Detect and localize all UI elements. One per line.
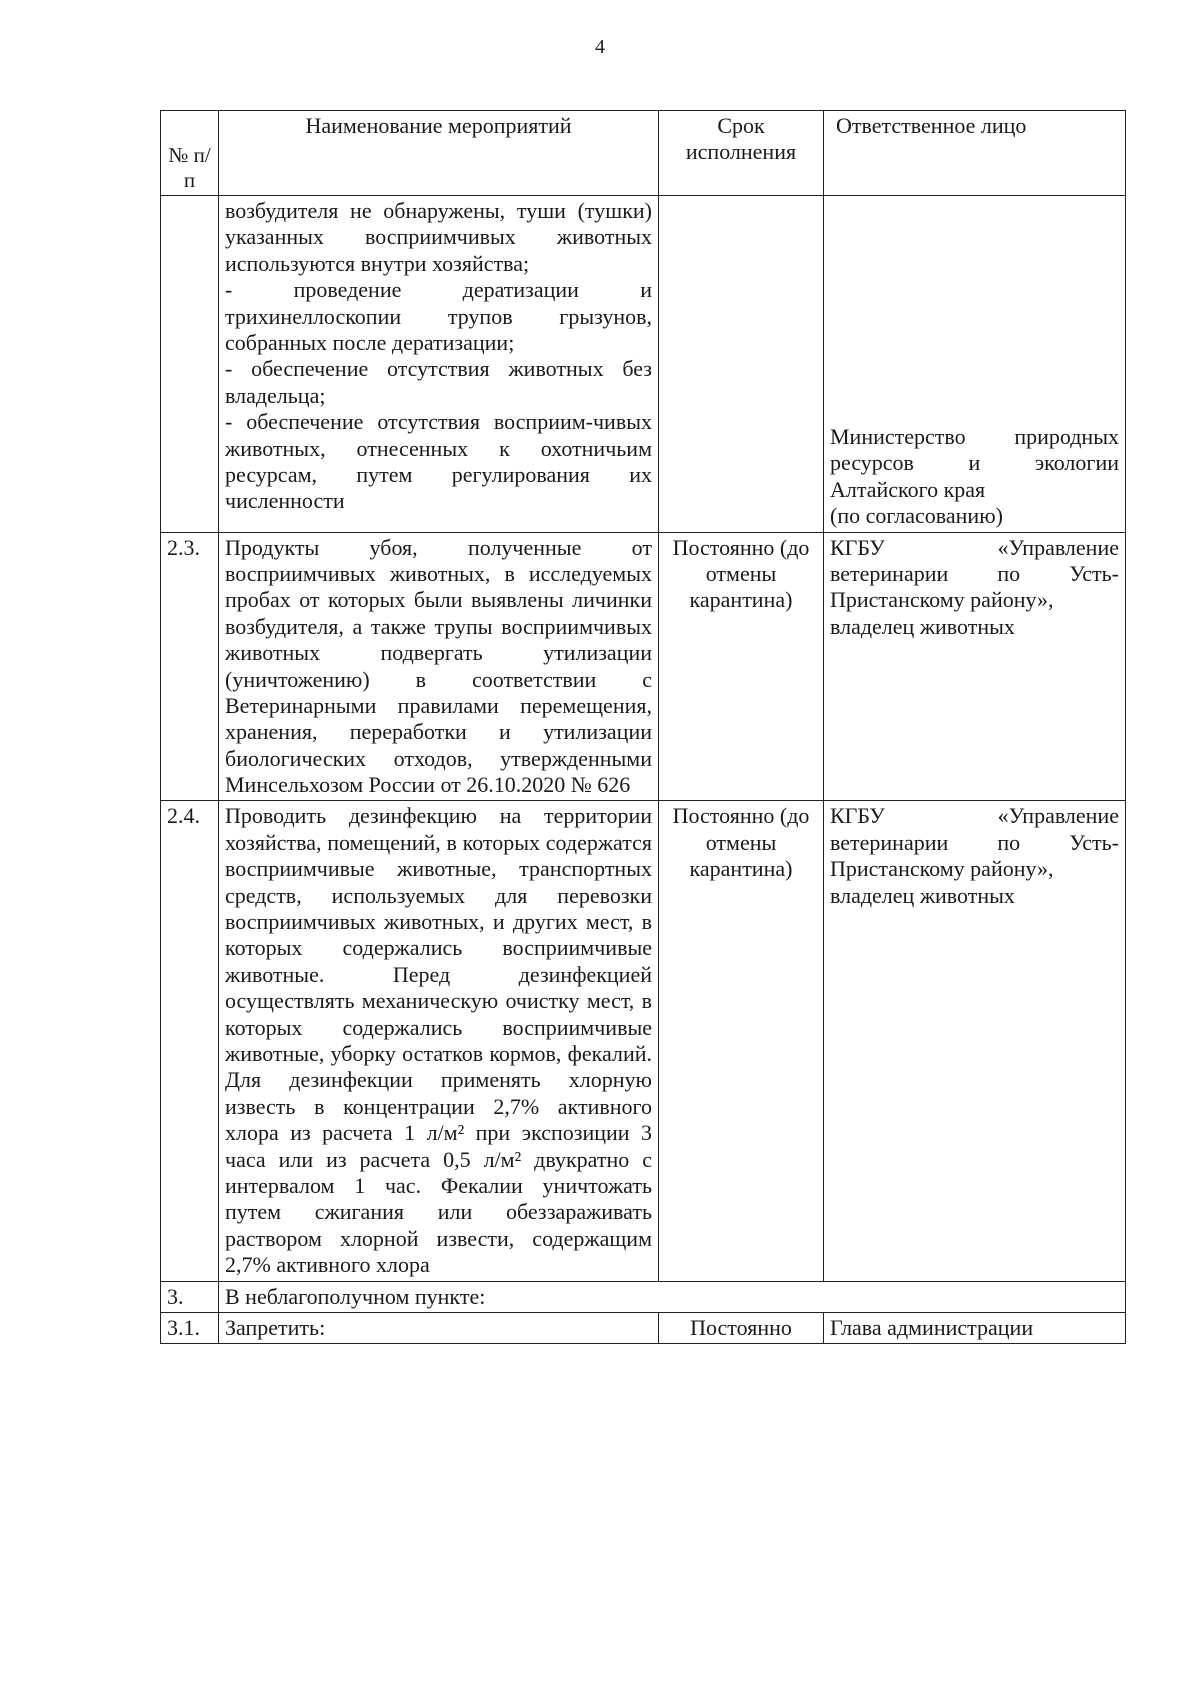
row-activity-text-content: возбудителя не обнаружены, туши (тушки) указанных восприимчивых животных используются внутри хозяйства; - проведение дератизации и трихинеллоскопии трупов грызунов, собранных после дератизации; - обеспечение отсутствия животных без владельца; - обеспечение отсутствия восприим-чивых животных, отнесенных к охотничьим ресурсам, путем регулирования их численности — [225, 198, 652, 514]
row-responsible: КГБУ «Управление ветеринарии по Усть-Пристанскому району», владелец животных — [824, 532, 1126, 801]
table-row — [161, 1312, 1126, 1343]
table-row — [161, 801, 1126, 1281]
row-number — [161, 196, 219, 533]
row-deadline: Постоянно (до отмены карантина) — [659, 801, 824, 1281]
row-responsible: Глава администрации — [824, 1312, 1126, 1343]
row-deadline — [659, 196, 824, 533]
page-number: 4 — [595, 36, 605, 58]
row-number: 2.4. — [161, 801, 219, 1281]
table-row — [161, 1281, 1126, 1312]
row-number: 2.3. — [161, 532, 219, 801]
row-deadline: Постоянно — [659, 1312, 824, 1343]
table-header-row — [161, 111, 1126, 196]
row-responsible: КГБУ «Управление ветеринарии по Усть-Пристанскому району», владелец животных — [824, 801, 1126, 1281]
table-row — [161, 196, 1126, 533]
row-responsible: Министерство природных ресурсов и экологии Алтайского края (по согласованию) — [824, 196, 1126, 533]
row-activity-text — [219, 196, 659, 533]
header-deadline: Срок исполнения — [659, 111, 824, 196]
row-number: 3.1. — [161, 1312, 219, 1343]
row-activity-text: Запретить: — [219, 1312, 659, 1343]
header-activity-name: Наименование мероприятий — [219, 111, 659, 196]
header-responsible: Ответственное лицо — [824, 111, 1126, 196]
table-row — [161, 532, 1126, 801]
activities-table — [160, 110, 1126, 1344]
row-deadline: Постоянно (до отмены карантина) — [659, 532, 824, 801]
row-activity-text: Проводить дезинфекцию на территории хозяйства, помещений, в которых содержатся восприимчивые животные, транспортных средств, используемых для перевозки восприимчивых животных, и других мест, в которых содержались восприимчивые животные. Перед дезинфекцией осуществлять механическую очистку мест, в которых содержались восприимчивые животные, уборку остатков кормов, фекалий. Для дезинфекции применять хлорную известь в концентрации 2,7% активного хлора из расчета 1 л/м² при экспозиции 3 часа или из расчета 0,5 л/м² двукратно с интервалом 1 час. Фекалии уничтожать путем сжигания или обеззараживать раствором хлорной извести, содержащим 2,7% активного хлора — [219, 801, 659, 1281]
header-number: № п/п — [161, 111, 219, 196]
row-number: 3. — [161, 1281, 219, 1312]
row-activity-text: Продукты убоя, полученные от восприимчивых животных, в исследуемых пробах от которых были выявлены личинки возбудителя, а также трупы восприимчивых животных подвергать утилизации (уничтожению) в соответствии с Ветеринарными правилами перемещения, хранения, переработки и утилизации биологических отходов, утвержденными Минсельхозом России от 26.10.2020 № 626 — [219, 532, 659, 801]
row-activity-text: В неблагополучном пункте: — [219, 1281, 1126, 1312]
